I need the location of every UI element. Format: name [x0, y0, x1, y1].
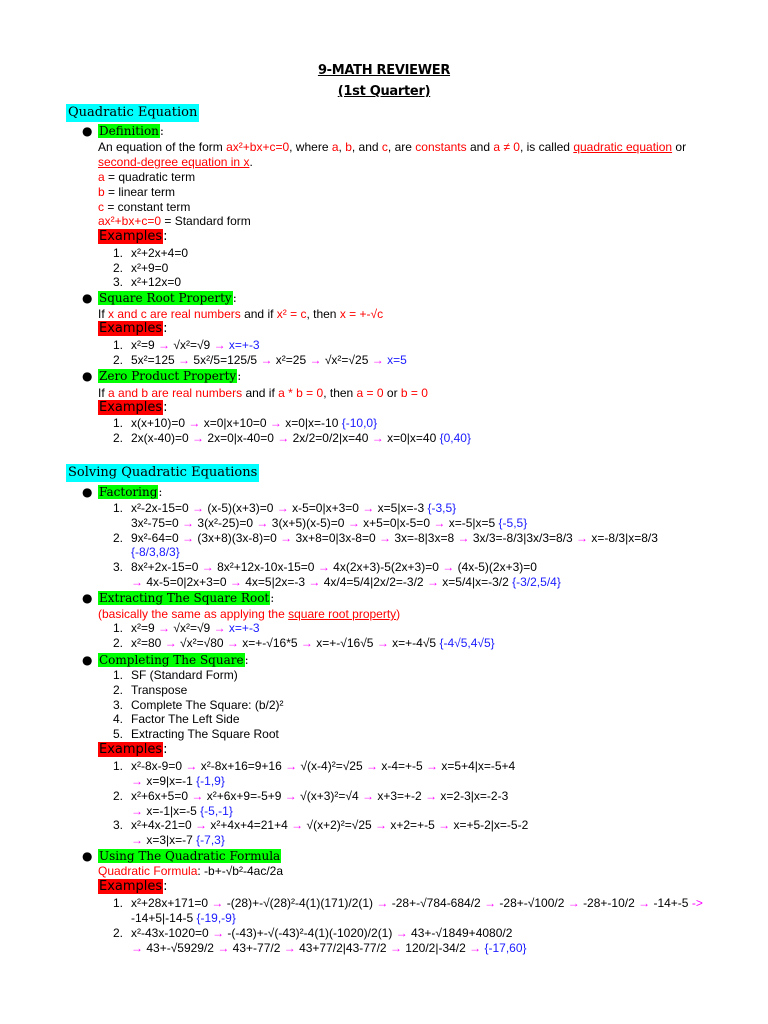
arrow-icon: → [362, 501, 375, 515]
arrow-icon: → [178, 353, 191, 367]
bullet-label: Extracting The Square Root [99, 591, 270, 605]
arrow-icon: → [300, 636, 313, 650]
examples-label: Examples: [99, 229, 168, 244]
bullet-dot-icon: ● [82, 591, 93, 605]
section-heading-quadratic-equation: Quadratic Equation [68, 105, 198, 120]
list-item: 2. x²+9=0 [113, 261, 169, 275]
arrow-icon: → [376, 896, 389, 910]
examples-label: Examples: [99, 879, 168, 894]
arrow-icon: → [182, 531, 195, 545]
list-item-continuation: → x=-1|x=-5 {-5,-1} [131, 804, 233, 818]
list-item: 1. x(x+10)=0 → x=0|x+10=0 → x=0|x=-10 {-10,0} [113, 416, 378, 430]
bullet-label: Definition [99, 124, 159, 138]
bullet-dot-icon: ● [82, 849, 93, 863]
arrow-icon: → [291, 818, 304, 832]
definition-term-b: b = linear term [98, 185, 176, 199]
list-item-continuation: → x=3|x=-7 {-7,3} [131, 833, 225, 847]
bullet-square-root-property: ● Square Root Property: [82, 291, 237, 305]
arrow-icon: → [131, 804, 143, 818]
arrow-icon: → [195, 818, 208, 832]
list-item: 2. Transpose [113, 683, 188, 697]
bullet-label: Using The Quadratic Formula [99, 849, 281, 863]
list-item: 1. SF (Standard Form) [113, 668, 238, 682]
list-item: 1. x²=9 → √x²=√9 → x=+-3 [113, 621, 260, 635]
extracting-note: (basically the same as applying the square root property) [98, 607, 401, 621]
arrow-icon: → [469, 941, 482, 955]
bullet-dot-icon: ● [82, 485, 93, 499]
list-item: 1. x²+28x+171=0 → -(28)+-√(28)²-4(1)(171)/2(1) → -28+-√784-684/2 → -28+-√100/2 → -28+-10/2 → -14+-5 -> [113, 896, 703, 910]
arrow-icon: → [158, 338, 171, 352]
arrow-icon: → [192, 431, 205, 445]
arrow-icon: → [366, 759, 378, 773]
bullet-dot-icon: ● [82, 653, 93, 667]
arrow-icon: → [201, 560, 214, 574]
arrow-icon: → [376, 636, 389, 650]
list-item: 2. x²=80 → √x²=√80 → x=+-√16*5 → x=+-√16√5 → x=+-4√5 {-4√5,4√5} [113, 636, 495, 650]
arrow-icon: → [395, 926, 408, 940]
list-item: 1. x²+2x+4=0 [113, 246, 189, 260]
definition-paragraph-line1: An equation of the form ax²+bx+c=0, where a, b, and c, are constants and a ≠ 0, is called quadratic equation or [98, 140, 687, 154]
arrow-icon: → [280, 531, 293, 545]
arrow-icon: → [308, 575, 321, 589]
definition-term-a: a = quadratic term [98, 170, 196, 184]
list-item: 2. 9x²-64=0 → (3x+8)(3x-8)=0 → 3x+8=0|3x-8=0 → 3x=-8|3x=8 → 3x/3=-8/3|3x/3=8/3 → x=-8/3|x=8/3 [113, 531, 658, 545]
arrow-icon: → [256, 516, 269, 530]
arrow-icon: → [182, 516, 195, 530]
list-item: 2. x²+6x+5=0 → x²+6x+9=-5+9 → √(x+3)²=√4 → x+3=+-2 → x=2-3|x=-2-3 [113, 789, 509, 803]
list-item-continuation: -14+5|-14-5 {-19,-9} [131, 911, 236, 925]
arrow-icon: → [188, 416, 201, 430]
arrow-icon: → [131, 941, 143, 955]
arrow-icon: → [638, 896, 651, 910]
bullet-label: Completing The Square [99, 653, 244, 667]
arrow-icon: → [283, 941, 296, 955]
arrow-icon: → [389, 941, 402, 955]
list-item: 2. 5x²=125 → 5x²/5=125/5 → x²=25 → √x²=√25 → x=5 [113, 353, 407, 367]
list-item: 1. x²=9 → √x²=√9 → x=+-3 [113, 338, 260, 352]
list-item-continuation: → 43+-√5929/2 → 43+-77/2 → 43+77/2|43-77/2 → 120/2|-34/2 → {-17,60} [131, 941, 527, 955]
list-item: 1. x²-2x-15=0 → (x-5)(x+3)=0 → x-5=0|x+3=0 → x=5|x=-3 {-3,5} [113, 501, 457, 515]
arrow-icon: → [371, 353, 384, 367]
arrow-icon: → [438, 818, 451, 832]
list-item: 3. 8x²+2x-15=0 → 8x²+12x-10x-15=0 → 4x(2x+3)-5(2x+3)=0 → (4x-5)(2x+3)=0 [113, 560, 537, 574]
square-root-property-statement: If x and c are real numbers and if x² = c, then x = +-√c [98, 307, 384, 321]
arrow-icon: → [347, 516, 360, 530]
arrow-icon: → [164, 636, 177, 650]
arrow-icon: → [276, 501, 289, 515]
bullet-using-the-quadratic-formula [82, 848, 281, 864]
arrow-icon: → [217, 941, 230, 955]
document-subtitle: (1st Quarter) [337, 84, 431, 99]
bullet-label: Zero Product Property [99, 369, 237, 383]
arrow-icon: → [131, 575, 143, 589]
arrow-icon: → [226, 636, 239, 650]
examples-label: Examples: [99, 321, 168, 336]
arrow-icon: → [484, 896, 497, 910]
list-item: 3. x²+4x-21=0 → x²+4x+4=21+4 → √(x+2)²=√25 → x+2=+-5 → x=+5-2|x=-5-2 [113, 818, 529, 832]
bullet-dot-icon: ● [82, 369, 93, 383]
arrow-icon: → [269, 416, 282, 430]
arrow-icon: → [211, 896, 224, 910]
list-item: 4. Factor The Left Side [113, 712, 240, 726]
arrow-icon: → [185, 759, 198, 773]
section-heading-solving-quadratic-equations: Solving Quadratic Equations [68, 465, 258, 480]
arrow-icon: → [260, 353, 273, 367]
arrow-icon: → [378, 531, 391, 545]
arrow-icon: → [229, 575, 242, 589]
bullet-factoring: ● Factoring: [82, 485, 163, 499]
arrow-icon: → [457, 531, 470, 545]
definition-standard-form: ax²+bx+c=0 = Standard form [98, 214, 251, 228]
arrow-icon: → [213, 621, 226, 635]
arrow-icon: → [567, 896, 580, 910]
arrow-icon: → [433, 516, 446, 530]
list-item: 5. Extracting The Square Root [113, 727, 279, 741]
zero-product-property-statement: If a and b are real numbers and if a * b = 0, then a = 0 or b = 0 [98, 386, 428, 400]
arrow-icon: → [131, 833, 143, 847]
arrow-icon: → [131, 774, 143, 788]
arrow-icon: → [285, 759, 298, 773]
list-item-continuation: 3x²-75=0 → 3(x²-25)=0 → 3(x+5)(x-5)=0 → x+5=0|x-5=0 → x=-5|x=5 {-5,5} [131, 516, 528, 530]
arrow-icon: → [371, 431, 384, 445]
arrow-icon: → [191, 789, 204, 803]
bullet-dot-icon: ● [82, 124, 93, 138]
list-item: 2. x²-43x-1020=0 → -(-43)+-√(-43)²-4(1)(-1020)/2(1) → 43+-√1849+4080/2 [113, 926, 513, 940]
arrow-icon: → [576, 531, 589, 545]
arrow-icon: → [277, 431, 290, 445]
definition-paragraph-line2: second-degree equation in x. [98, 155, 253, 169]
arrow-icon: → [212, 926, 225, 940]
list-item: 3. Complete The Square: (b/2)² [113, 698, 284, 712]
arrow-icon: → [158, 621, 171, 635]
bullet-dot-icon: ● [82, 291, 93, 305]
arrow-icon: → [425, 789, 438, 803]
bullet-extracting-the-square-root: ● Extracting The Square Root: [82, 591, 275, 605]
examples-label: Examples: [99, 742, 168, 757]
arrow-icon: → [192, 501, 205, 515]
quadratic-formula-line: Quadratic Formula: -b+-√b²-4ac/2a [98, 864, 284, 878]
arrow-icon: → [309, 353, 322, 367]
bullet-label: Square Root Property [99, 291, 232, 305]
arrow-icon: → [213, 338, 226, 352]
arrow-icon: → [426, 575, 439, 589]
examples-label: Examples: [99, 400, 168, 415]
list-item-continuation: {-8/3,8/3} [131, 545, 180, 559]
definition-term-c: c = constant term [98, 200, 191, 214]
arrow-icon: → [284, 789, 297, 803]
bullet-completing-the-square: ● Completing The Square: [82, 653, 249, 667]
arrow-icon: → [375, 818, 388, 832]
bullet-label: Factoring [99, 485, 158, 499]
arrow-icon: → [426, 759, 439, 773]
list-item: 2. 2x(x-40)=0 → 2x=0|x-40=0 → 2x/2=0/2|x=40 → x=0|x=40 {0,40} [113, 431, 471, 445]
bullet-definition: ● Definition: [82, 124, 164, 138]
arrow-icon: -> [691, 896, 703, 910]
arrow-icon: → [442, 560, 455, 574]
list-item-continuation: → x=9|x=-1 {-1,9} [131, 774, 225, 788]
list-item-continuation: → 4x-5=0|2x+3=0 → 4x=5|2x=-3 → 4x/4=5/4|2x/2=-3/2 → x=5/4|x=-3/2 {-3/2,5/4} [131, 575, 561, 589]
document-title: 9-MATH REVIEWER [317, 63, 451, 78]
arrow-icon: → [317, 560, 330, 574]
arrow-icon: → [362, 789, 375, 803]
bullet-zero-product-property: ● Zero Product Property: [82, 369, 242, 383]
list-item: 1. x²-8x-9=0 → x²-8x+16=9+16 → √(x-4)²=√25 → x-4=+-5 → x=5+4|x=-5+4 [113, 759, 516, 773]
list-item: 3. x²+12x=0 [113, 275, 182, 289]
